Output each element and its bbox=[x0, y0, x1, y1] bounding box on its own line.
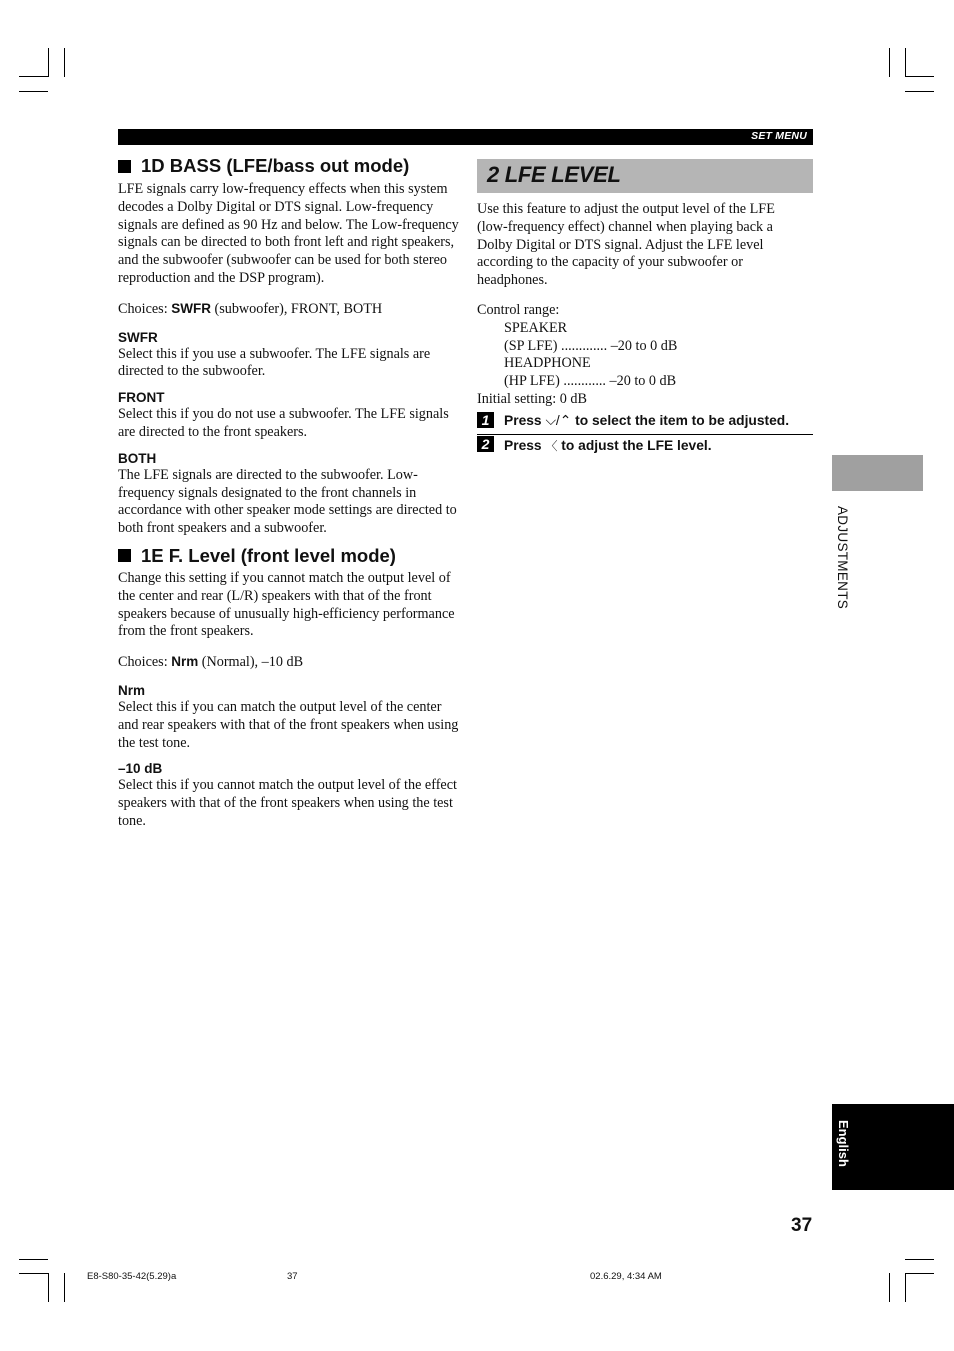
speaker-range-value: –20 to 0 dB bbox=[610, 337, 678, 354]
bass-heading-text: 1D BASS (LFE/bass out mode) bbox=[141, 155, 410, 176]
lfe-description: Use this feature to adjust the output level of the LFE (low-frequency effect) channel when playing back a Dolby Digital or DTS signal. Adjust the LFE level according to the capacity of your subwoofer or headphones. bbox=[477, 201, 775, 289]
speaker-range bbox=[477, 338, 797, 356]
square-bullet-icon bbox=[118, 549, 131, 562]
section-header-label: SET MENU bbox=[751, 130, 807, 142]
choices-rest: (Normal), –10 dB bbox=[201, 654, 304, 671]
crop-mark bbox=[19, 1273, 48, 1274]
headphone-param: (HP LFE) bbox=[504, 373, 560, 390]
choices-default: SWFR bbox=[171, 300, 211, 316]
choices-default: Nrm bbox=[171, 654, 199, 670]
option-text-front: Select this if you do not use a subwoofer. The LFE signals are directed to the front speakers. bbox=[118, 406, 449, 440]
up-down-arrow-icon: ⌵/⌃ bbox=[545, 413, 572, 428]
left-column bbox=[118, 155, 460, 831]
option-text-both: The LFE signals are directed to the subwoofer. Low-frequency signals designated to the front channels in accordance with other speaker mode settings are directed to both front speakers and a subwoofer. bbox=[118, 466, 457, 537]
flevel-heading bbox=[118, 545, 460, 567]
instruction-step bbox=[477, 435, 813, 459]
footer-timestamp: 02.6.29, 4:34 AM bbox=[590, 1271, 662, 1282]
option-title-swfr: SWFR bbox=[118, 329, 158, 345]
section-tab-marker bbox=[832, 455, 923, 491]
speaker-param: (SP LFE) bbox=[504, 337, 558, 354]
crop-mark bbox=[905, 1259, 934, 1260]
language-tab bbox=[832, 1104, 954, 1190]
step-number: 2 bbox=[477, 436, 494, 452]
bass-choices bbox=[118, 300, 460, 319]
crop-mark bbox=[889, 48, 890, 77]
leader-dots: ............. bbox=[561, 337, 608, 354]
step-post: to select the item to be adjusted. bbox=[575, 413, 790, 428]
flevel-description: Change this setting if you cannot match the output level of the center and rear (L/R) speakers with that of the front speakers because of unusually high-efficiency performance from the front speakers. bbox=[118, 569, 455, 640]
crop-mark bbox=[889, 1273, 890, 1302]
choices-rest: (subwoofer), FRONT, BOTH bbox=[214, 300, 383, 317]
option-title-both: BOTH bbox=[118, 450, 157, 466]
crop-mark bbox=[19, 1259, 48, 1260]
option-text-nrm: Select this if you can match the output level of the center and rear speakers with that of the front speakers when using the test tone. bbox=[118, 698, 459, 751]
footer-page: 37 bbox=[287, 1271, 298, 1282]
control-range-label: Control range: bbox=[477, 301, 560, 318]
adjustments-side-label: ADJUSTMENTS bbox=[835, 506, 850, 610]
option-title-nrm: Nrm bbox=[118, 682, 146, 698]
crop-mark bbox=[905, 91, 934, 92]
speaker-label: SPEAKER bbox=[504, 319, 568, 336]
option-title-minus10db: –10 dB bbox=[118, 761, 163, 777]
page-number: 37 bbox=[791, 1215, 813, 1236]
option-text-minus10db: Select this if you cannot match the output level of the effect speakers with that of the front speakers when using the test tone. bbox=[118, 777, 457, 829]
right-column bbox=[477, 201, 797, 409]
lfe-level-title: 2 LFE LEVEL bbox=[487, 162, 621, 187]
leader-dots: ............ bbox=[563, 373, 606, 390]
bass-heading bbox=[118, 155, 460, 177]
option-text-swfr: Select this if you use a subwoofer. The LFE signals are directed to the subwoofer. bbox=[118, 345, 431, 380]
option-title-front: FRONT bbox=[118, 390, 165, 406]
crop-mark bbox=[905, 1273, 906, 1302]
step-post: to adjust the LFE level. bbox=[561, 438, 712, 453]
choices-prefix: Choices: bbox=[118, 654, 168, 671]
instruction-step bbox=[477, 411, 813, 435]
flevel-choices bbox=[118, 653, 460, 672]
crop-mark bbox=[905, 1273, 934, 1274]
bass-description: LFE signals carry low-frequency effects when this system decodes a Dolby Digital or DTS signal. Low-frequency signals are defined as 90 Hz and below. The Low-frequency signals can be directed to both front left and right speakers, and the subwoofer (subwoofer can be used for both stereo reproduction and the DSP program). bbox=[118, 181, 459, 286]
crop-mark bbox=[48, 1273, 49, 1302]
headphone-label: HEADPHONE bbox=[504, 355, 591, 372]
flevel-heading-text: 1E F. Level (front level mode) bbox=[141, 544, 396, 566]
crop-mark bbox=[905, 76, 934, 77]
headphone-range-value: –20 to 0 dB bbox=[609, 373, 677, 390]
choices-prefix: Choices: bbox=[118, 300, 168, 317]
crop-mark bbox=[64, 1273, 65, 1302]
footer-file-id: E8-S80-35-42(5.29)a bbox=[87, 1271, 177, 1282]
square-bullet-icon bbox=[118, 160, 131, 173]
crop-mark bbox=[64, 48, 65, 77]
step-number: 1 bbox=[477, 412, 494, 428]
step-pre: Press bbox=[504, 413, 542, 428]
step-text bbox=[504, 437, 712, 454]
step-text bbox=[504, 413, 789, 429]
language-tab-label: English bbox=[836, 1120, 851, 1167]
left-arrow-icon: 〈 bbox=[545, 439, 558, 453]
crop-mark bbox=[19, 76, 48, 77]
section-header-bar bbox=[118, 129, 813, 145]
initial-setting: Initial setting: 0 dB bbox=[477, 390, 587, 407]
headphone-range bbox=[477, 373, 797, 391]
crop-mark bbox=[48, 48, 49, 77]
crop-mark bbox=[19, 91, 48, 92]
step-pre: Press bbox=[504, 438, 542, 453]
lfe-level-banner bbox=[477, 159, 813, 193]
crop-mark bbox=[905, 48, 906, 77]
